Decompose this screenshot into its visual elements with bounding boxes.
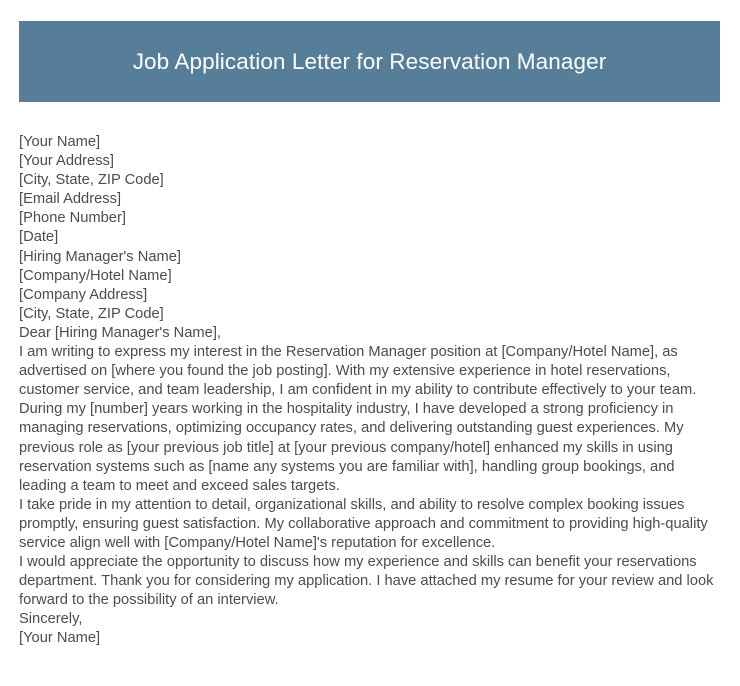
- signature-line: [Your Name]: [19, 630, 101, 647]
- recipient-name-line: [Hiring Manager's Name]: [19, 248, 181, 265]
- letter-content: [19, 133, 721, 649]
- recipient-address-line: [Company Address]: [19, 286, 148, 303]
- date-line: [Date]: [19, 229, 59, 246]
- recipient-company-line: [Company/Hotel Name]: [19, 267, 172, 284]
- salutation-line: Dear [Hiring Manager's Name],: [19, 324, 221, 341]
- closing-line: Sincerely,: [19, 611, 83, 628]
- page-title: Job Application Letter for Reservation Manager: [132, 49, 607, 74]
- letter-paragraph-4: I would appreciate the opportunity to discuss how my experience and skills can benefit your reservations department. Thank you for considering my application. I have attached my resume for your review and look forward to the possibility of an interview.: [19, 554, 714, 609]
- sender-city-line: [City, State, ZIP Code]: [19, 172, 164, 189]
- sender-name-line: [Your Name]: [19, 134, 101, 150]
- letter-paragraph-3: I take pride in my attention to detail, organizational skills, and ability to resolve complex booking issues promptly, ensuring guest satisfaction. My collaborative approach and commitment to providing high-quality service align well with [Company/Hotel Name]'s reputation for excellence.: [19, 496, 708, 551]
- document-header-banner: [19, 21, 720, 102]
- letter-paragraph-1: I am writing to express my interest in the Reservation Manager position at [Company/Hotel Name], as advertised on [where you found the job posting]. With my extensive experience in hotel reservations, customer service, and team leadership, I am confident in my ability to contribute effectively to your team.: [19, 344, 697, 399]
- letter-paragraph-2: During my [number] years working in the hospitality industry, I have developed a strong proficiency in managing reservations, optimizing occupancy rates, and delivering outstanding guest experiences. My previous role as [your previous job title] at [your previous company/hotel] enhanced my skills in using reservation systems such as [name any systems you are familiar with], handling group bookings, and leading a team to meet and exceed sales targets.: [19, 401, 684, 494]
- recipient-city-line: [City, State, ZIP Code]: [19, 305, 164, 322]
- sender-address-line: [Your Address]: [19, 153, 114, 170]
- sender-phone-line: [Phone Number]: [19, 210, 126, 227]
- sender-email-line: [Email Address]: [19, 191, 122, 208]
